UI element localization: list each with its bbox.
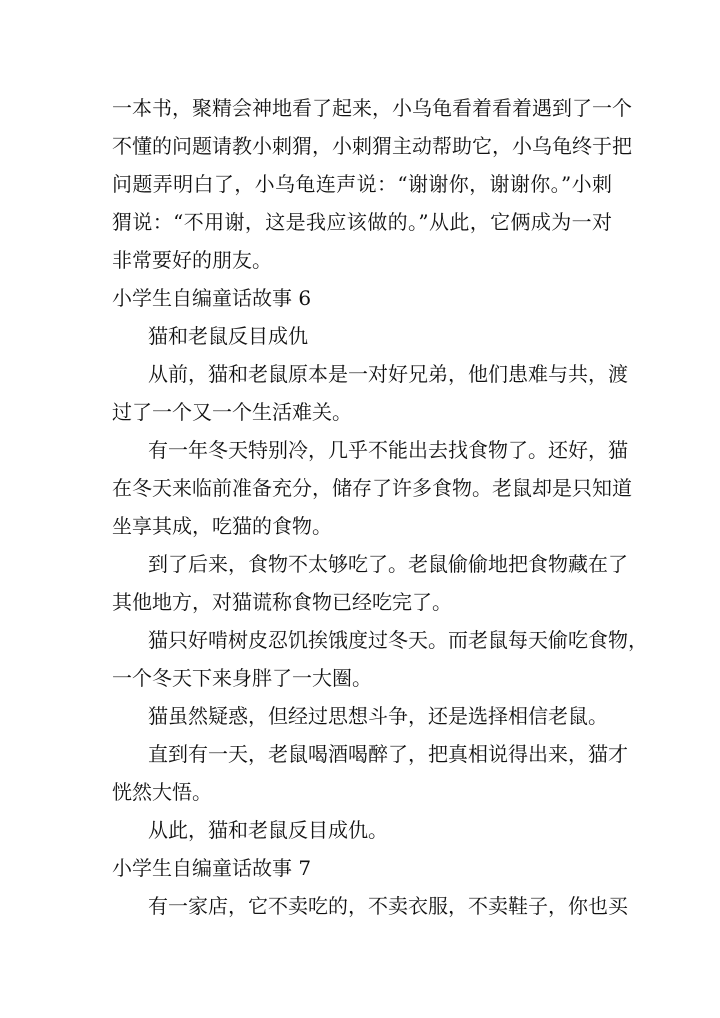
text-line: 从此，猫和老鼠反目成仇。: [148, 818, 388, 842]
text-line: 其他地方，对猫谎称食物已经吃完了。: [112, 590, 452, 614]
text-line: 直到有一天，老鼠喝酒喝醉了，把真相说得出来，猫才: [148, 742, 628, 766]
text-line: 从前，猫和老鼠原本是一对好兄弟，他们患难与共，渡: [148, 362, 628, 386]
text-line: 到了后来，食物不太够吃了。老鼠偷偷地把食物藏在了: [148, 552, 628, 576]
section-heading: 小学生自编童话故事 7: [112, 856, 312, 880]
text-line: 问题弄明白了，小乌龟连声说：“谢谢你，谢谢你。”小刺: [112, 172, 612, 196]
text-line: 有一年冬天特别冷，几乎不能出去找食物了。还好，猫: [148, 438, 628, 462]
text-line: 坐享其成，吃猫的食物。: [112, 514, 332, 538]
text-line: 有一家店，它不卖吃的，不卖衣服，不卖鞋子，你也买: [148, 894, 628, 918]
text-line: 猫只好啃树皮忍饥挨饿度过冬天。而老鼠每天偷吃食物，: [148, 628, 648, 652]
text-line: 在冬天来临前准备充分，储存了许多食物。老鼠却是只知道: [112, 476, 632, 500]
section-heading: 小学生自编童话故事 6: [112, 286, 312, 310]
story-title: 猫和老鼠反目成仇: [148, 324, 308, 348]
text-line: 猬说：“不用谢，这是我应该做的。”从此，它俩成为一对: [112, 210, 612, 234]
text-line: 一个冬天下来身胖了一大圈。: [112, 666, 372, 690]
text-line: 非常要好的朋友。: [112, 248, 272, 272]
text-line: 过了一个又一个生活难关。: [112, 400, 352, 424]
text-line: 恍然大悟。: [112, 780, 212, 804]
text-line: 一本书，聚精会神地看了起来，小乌龟看着看着遇到了一个: [112, 96, 632, 120]
text-line: 猫虽然疑惑，但经过思想斗争，还是选择相信老鼠。: [148, 704, 608, 728]
text-line: 不懂的问题请教小刺猬，小刺猬主动帮助它，小乌龟终于把: [112, 134, 632, 158]
